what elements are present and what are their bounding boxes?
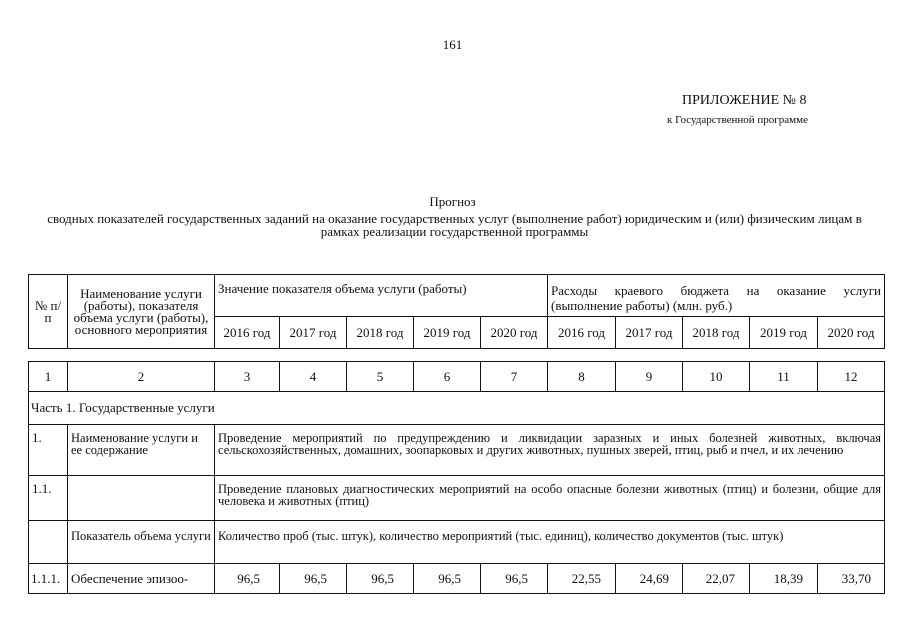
- column-number: 7: [481, 362, 548, 392]
- row-number: 1.: [29, 425, 68, 476]
- table-cell-value: 18,39: [750, 564, 818, 594]
- row-description: Количество проб (тыс. штук), количество мероприятий (тыс. единиц), количество документов (тыс. штук): [215, 521, 885, 564]
- table-cell-value: 96,5: [481, 564, 548, 594]
- header-year: 2017 год: [280, 317, 347, 349]
- header-year: 2016 год: [548, 317, 616, 349]
- appendix-title: ПРИЛОЖЕНИЕ № 8: [682, 93, 807, 108]
- header-num: № п/п: [29, 275, 68, 349]
- column-number: 3: [215, 362, 280, 392]
- column-number: 11: [750, 362, 818, 392]
- column-number: 6: [414, 362, 481, 392]
- page-number: 161: [442, 37, 463, 52]
- row-number: [29, 521, 68, 564]
- part-title: Часть 1. Государственные услуги: [29, 392, 885, 425]
- column-number: 1: [29, 362, 68, 392]
- header-year: 2020 год: [481, 317, 548, 349]
- header-table: [28, 274, 885, 349]
- header-volume-group: Значение показателя объема услуги (работы): [215, 275, 548, 317]
- row-label: [68, 476, 215, 521]
- table-cell-value: 24,69: [616, 564, 683, 594]
- document-title: Прогноз: [429, 194, 476, 209]
- row-description: Проведение плановых диагностических мероприятий на особо опасные болезни животных (птиц) и болезни, общие для человека и животных (птиц): [215, 476, 885, 521]
- header-year: 2016 год: [215, 317, 280, 349]
- table-cell-value: 96,5: [347, 564, 414, 594]
- header-year: 2018 год: [347, 317, 414, 349]
- header-budget-group: Расходы краевого бюджета на оказание услуги (выполнение работы) (млн. руб.): [548, 275, 885, 317]
- header-name: Наименование услуги (работы), показателя объема услуги (работы), основного мероприятия: [68, 275, 215, 349]
- column-number: 4: [280, 362, 347, 392]
- table-cell-value: 96,5: [280, 564, 347, 594]
- appendix-subtitle: к Государственной программе: [667, 114, 808, 126]
- row-description: Проведение мероприятий по предупреждению и ликвидации заразных и иных болезней животных, включая сельскохозяйственных, домашних, зоопарковых и других животных, пушных зверей, птиц, рыб и пчел, и их лечению: [215, 425, 885, 476]
- column-number: 8: [548, 362, 616, 392]
- document-subtitle: сводных показателей государственных заданий на оказание государственных услуг (выполнение работ) юридическим и (или) физическим лицам в рамках реализации государственной программы: [47, 211, 862, 239]
- header-year: 2019 год: [750, 317, 818, 349]
- header-year: 2019 год: [414, 317, 481, 349]
- row-number: 1.1.1.: [29, 564, 68, 594]
- column-number: 12: [818, 362, 885, 392]
- row-label: Наименование услуги и ее содержание: [68, 425, 215, 476]
- row-number: 1.1.: [29, 476, 68, 521]
- data-table: [28, 361, 885, 594]
- table-cell-value: 33,70: [818, 564, 885, 594]
- row-label: Показатель объема услуги: [68, 521, 215, 564]
- table-cell-value: 22,55: [548, 564, 616, 594]
- header-year: 2018 год: [683, 317, 750, 349]
- column-number: 2: [68, 362, 215, 392]
- column-number: 5: [347, 362, 414, 392]
- table-cell-value: 22,07: [683, 564, 750, 594]
- table-cell-value: 96,5: [215, 564, 280, 594]
- header-year: 2017 год: [616, 317, 683, 349]
- table-cell-value: 96,5: [414, 564, 481, 594]
- header-year: 2020 год: [818, 317, 885, 349]
- column-number: 9: [616, 362, 683, 392]
- column-number: 10: [683, 362, 750, 392]
- row-label: Обеспечение эпизоо-: [68, 564, 215, 594]
